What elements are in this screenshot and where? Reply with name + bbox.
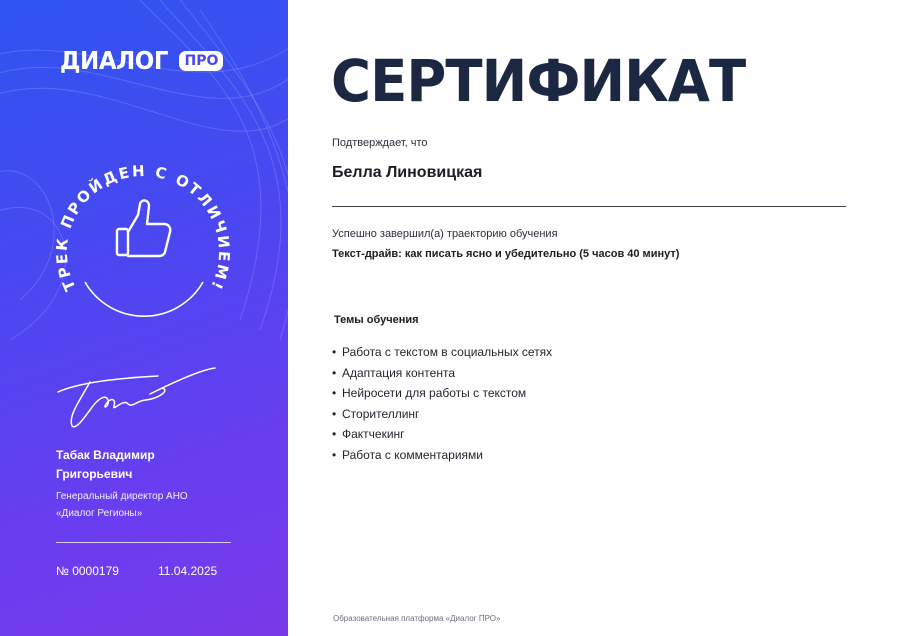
- signer-title-line1: Генеральный директор АНО: [56, 491, 188, 502]
- emblem-ring-text: ТРЕК ПРОЙДЕН С ОТЛИЧИЕМ!: [52, 161, 234, 294]
- logo-text: ДИАЛОГ: [60, 46, 169, 75]
- divider: [332, 206, 846, 207]
- topics-list: [332, 342, 552, 465]
- signer-title-line2: «Диалог Регионы»: [56, 508, 143, 519]
- signer-title: [56, 488, 246, 522]
- list-item: • Сторителлинг: [332, 406, 420, 421]
- logo-badge: ПРО: [179, 51, 223, 71]
- platform-footer: Образовательная платформа «Диалог ПРО»: [333, 614, 501, 623]
- list-item: • Фактчекинг: [332, 427, 405, 441]
- side-panel: [0, 0, 288, 636]
- signer-name: [56, 446, 226, 484]
- signature: [50, 360, 220, 430]
- list-item: • Работа с комментариями: [332, 447, 483, 462]
- thumbs-up-icon: [117, 200, 170, 256]
- confirm-text: Подтверждает, что: [332, 137, 428, 149]
- brand-logo: [60, 46, 223, 75]
- certificate-title: СЕРТИФИКАТ: [331, 47, 746, 115]
- recipient-name: Белла Линовицкая: [332, 164, 483, 181]
- completed-text: Успешно завершил(а) траекторию обучения: [332, 228, 558, 240]
- achievement-emblem: [47, 136, 237, 326]
- signer-name-line2: Григорьевич: [56, 467, 133, 481]
- list-item: • Нейросети для работы с текстом: [332, 386, 527, 400]
- certificate-number: № 0000179: [56, 564, 119, 578]
- signer-name-line1: Табак Владимир: [56, 448, 155, 462]
- divider: [56, 542, 231, 543]
- svg-text:ТРЕК ПРОЙДЕН С ОТЛИЧИЕМ!: [53, 162, 234, 294]
- certificate-date: 11.04.2025: [158, 564, 218, 578]
- topics-heading: Темы обучения: [334, 314, 419, 326]
- course-title: Текст-драйв: как писать ясно и убедительно (5 часов 40 минут): [332, 248, 680, 260]
- list-item: • Адаптация контента: [332, 365, 456, 380]
- list-item: • Работа с текстом в социальных сетях: [332, 345, 553, 359]
